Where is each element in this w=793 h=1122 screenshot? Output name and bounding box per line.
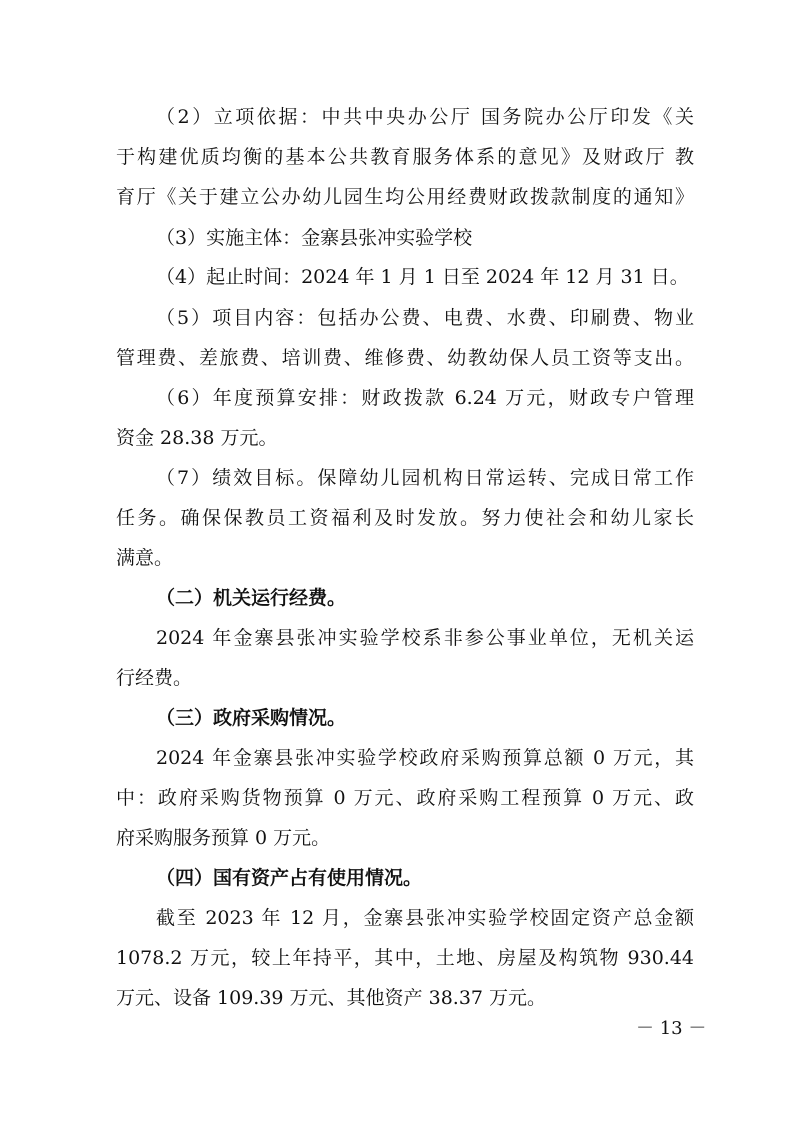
text-line-14: 2024 年金寨县张冲实验学校系非参公事业单位，无机关运 <box>156 627 694 649</box>
text-line-9: 资金 28.38 万元。 <box>116 427 278 449</box>
text-line-21: 截至 2023 年 12 月，金寨县张冲实验学校固定资产总金额 <box>156 907 694 929</box>
page-number: － 13 － <box>636 1018 707 1039</box>
section-heading-4: （四）国有资产占有使用情况。 <box>156 867 423 889</box>
text-line-8: （6）年度预算安排：财政拨款 6.24 万元，财政专户管理 <box>156 387 694 409</box>
text-line-15: 行经费。 <box>116 667 193 689</box>
text-line-1: （2）立项依据：中共中央办公厅 国务院办公厅印发《关 <box>156 106 694 128</box>
text-line-2: 于构建优质均衡的基本公共教育服务体系的意见》及财政厅 教 <box>116 146 694 168</box>
text-line-12: 满意。 <box>116 547 174 569</box>
text-line-4: （3）实施主体：金寨县张冲实验学校 <box>156 227 473 249</box>
section-heading-2: （二）机关运行经费。 <box>156 587 347 609</box>
text-line-17: 2024 年金寨县张冲实验学校政府采购预算总额 0 万元，其 <box>156 747 694 769</box>
text-line-22: 1078.2 万元，较上年持平，其中，土地、房屋及构筑物 930.44 <box>116 947 694 969</box>
text-line-23: 万元、设备 109.39 万元、其他资产 38.37 万元。 <box>116 987 547 1009</box>
text-line-19: 府采购服务预算 0 万元。 <box>116 827 331 849</box>
text-line-5: （4）起止时间：2024 年 1 月 1 日至 2024 年 12 月 31 日。 <box>156 266 689 288</box>
text-line-6: （5）项目内容：包括办公费、电费、水费、印刷费、物业 <box>156 307 694 329</box>
section-heading-3: （三）政府采购情况。 <box>156 707 347 729</box>
text-line-3: 育厅《关于建立公办幼儿园生均公用经费财政拨款制度的通知》 <box>116 186 694 208</box>
text-line-10: （7）绩效目标。保障幼儿园机构日常运转、完成日常工作 <box>156 467 694 489</box>
text-line-11: 任务。确保保教员工资福利及时发放。努力使社会和幼儿家长 <box>116 507 694 529</box>
text-line-7: 管理费、差旅费、培训费、维修费、幼教幼保人员工资等支出。 <box>116 347 694 369</box>
text-line-18: 中：政府采购货物预算 0 万元、政府采购工程预算 0 万元、政 <box>116 787 694 809</box>
